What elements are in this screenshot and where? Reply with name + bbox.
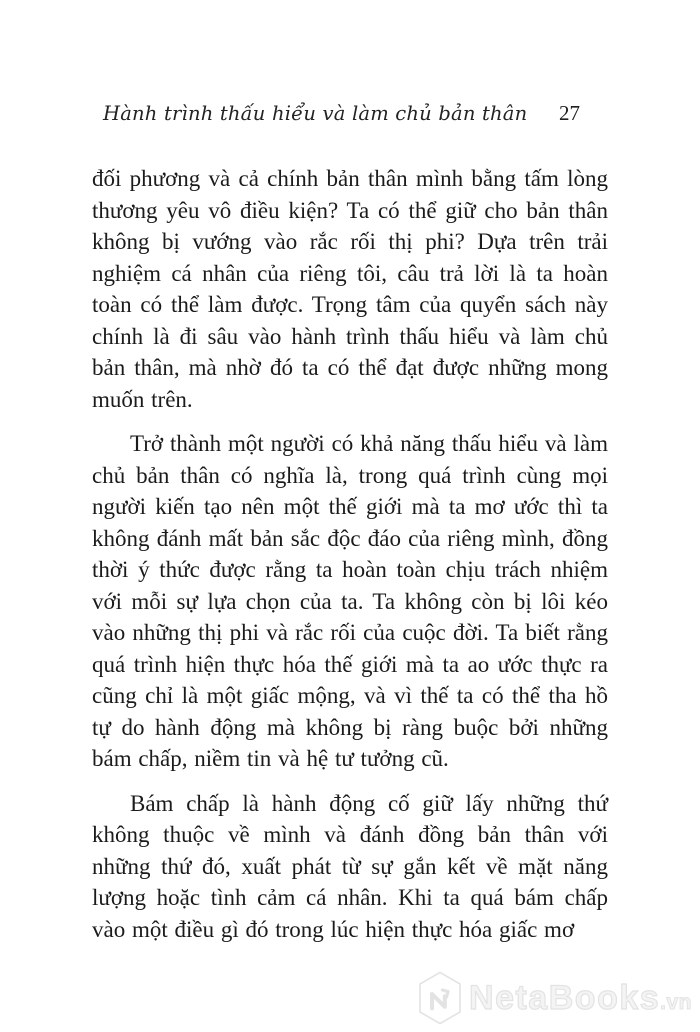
page-number: 27	[559, 101, 580, 125]
page-header	[0, 0, 700, 126]
paragraph: Trở thành một người có khả năng thấu hiểu và làm chủ bản thân có nghĩa là, trong quá trình cùng mọi người kiến tạo nên một thế giới mà ta mơ ước thì ta không đánh mất bản sắc độc đáo của riêng mình, đồng thời ý thức được rằng ta hoàn toàn chịu trách nhiệm với mỗi sự lựa chọn của ta. Ta không còn bị lôi kéo vào những thị phi và rắc rối của cuộc đời. Ta biết rằng quá trình hiện thực hóa thế giới mà ta ao ước thực ra cũng chỉ là một giấc mộng, và vì thế ta có thể tha hồ tự do hành động mà không bị ràng buộc bởi những bám chấp, niềm tin và hệ tư tưởng cũ.	[92, 431, 608, 771]
watermark-suffix: .vn	[660, 991, 692, 1014]
watermark	[416, 970, 692, 1026]
netabooks-hexagon-n-logo-icon	[416, 970, 464, 1026]
running-title: Hành trình thấu hiểu và làm chủ bản thân	[103, 102, 528, 125]
watermark-brand: NetaBooks	[469, 979, 661, 1017]
body-text	[0, 126, 700, 945]
paragraph: đối phương và cả chính bản thân mình bằng tấm lòng thương yêu vô điều kiện? Ta có thể giữ cho bản thân không bị vướng vào rắc rối thị phi? Dựa trên trải nghiệm cá nhân của riêng tôi, câu trả lời là ta hoàn toàn có thể làm được. Trọng tâm của quyển sách này chính là đi sâu vào hành trình thấu hiểu và làm chủ bản thân, mà nhờ đó ta có thể đạt được những mong muốn trên.	[92, 166, 608, 412]
watermark-brand-text	[469, 981, 692, 1015]
paragraph: Bám chấp là hành động cố giữ lấy những thứ không thuộc về mình và đánh đồng bản thân với những thứ đó, xuất phát từ sự gắn kết về mặt năng lượng hoặc tình cảm cá nhân. Khi ta quá bám chấp vào một điều gì đó trong lúc hiện thực hóa giấc mơ	[92, 790, 608, 942]
